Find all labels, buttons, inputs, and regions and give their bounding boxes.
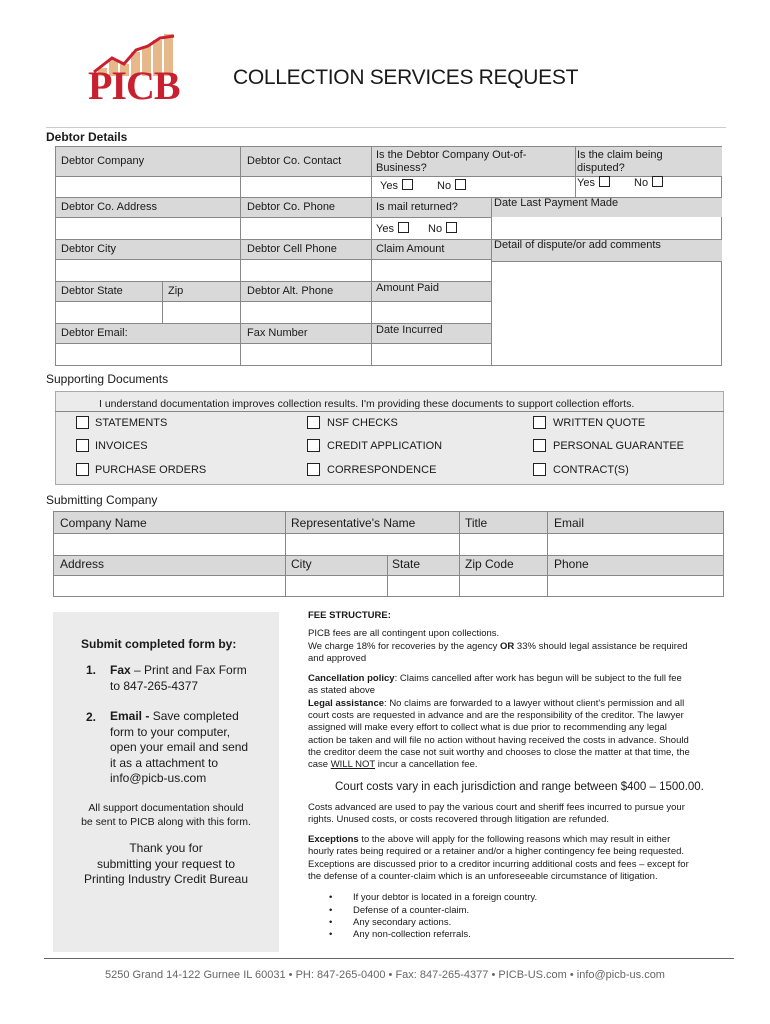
invoices-label: INVOICES	[95, 440, 148, 452]
purchase-orders-checkbox[interactable]	[76, 463, 89, 476]
date-incurred-label: Date Incurred	[376, 324, 443, 336]
fax-step: 1.	[86, 663, 97, 677]
credit-application-label: CREDIT APPLICATION	[327, 440, 443, 452]
fee-structure: FEE STRUCTURE: PICB fees are all contingent upon collections. We charge 18% for recoveries by the agency OR 33% should legal assistance be required and approved Cancellation policy: Claims cancelled after work has begun will be subject to the full fee as stated above Legal assistance: No claims are forwarded to a lawyer without client's permission and all court costs are requested in advance and are the responsibility of the creditor. The lawyer assigned will make every effort to collect what is due prior to recommending any legal action be taken and will file no action without having received the costs in advance. Should the creditor deem the case not suit worthy and chooses to close the matter at that time, the case WILL NOT incur a cancellation fee. Court costs vary in each jurisdiction and range between $400 – 1500.00. Costs advanced are used to pay the various court and sheriff fees incurred to pursue your rights. Unused costs, or costs recovered through litigation are refunded. Exceptions to the above will apply for the following reasons which may result in either hourly rates being required or a retainer and/or a higher contingency fee being requested. Exceptions are discussed prior to a creditor incurring additional costs and fees – except for the defense of a counter-claim which is an unforeseeable circumstance of litigation. • If your debtor is located in a foreign country. • Defense of a counter-claim. • Any secondary actions. • Any non-collection referrals.	[308, 610, 714, 942]
contracts-label: CONTRACT(S)	[553, 464, 629, 476]
correspondence-checkbox[interactable]	[307, 463, 320, 476]
written-quote-label: WRITTEN QUOTE	[553, 417, 646, 429]
footer-divider	[44, 958, 734, 959]
company-name-label: Company Name	[60, 516, 147, 530]
list-item: • If your debtor is located in a foreign country.	[329, 892, 538, 904]
out-of-business-no[interactable]: No	[437, 179, 466, 192]
statements-checkbox[interactable]	[76, 416, 89, 429]
state-label: State	[392, 557, 421, 571]
credit-application-checkbox[interactable]	[307, 439, 320, 452]
supporting-banner: I understand documentation improves collection results. I'm providing these documents to support collection efforts.	[99, 398, 635, 410]
mail-returned-yes-checkbox[interactable]	[398, 222, 409, 233]
submitting-section-title: Submitting Company	[46, 493, 158, 507]
disputed-yes[interactable]: Yes	[577, 176, 610, 189]
correspondence-label: CORRESPONDENCE	[327, 464, 437, 476]
page-title: COLLECTION SERVICES REQUEST	[233, 66, 579, 89]
debtor-section-title: Debtor Details	[46, 130, 128, 144]
contracts-checkbox[interactable]	[533, 463, 546, 476]
list-item: • Defense of a counter-claim.	[329, 904, 470, 916]
thanks-note: Thank you for submitting your request to Printing Industry Credit Bureau	[83, 841, 249, 886]
claim-amount-label: Claim Amount	[376, 243, 445, 255]
statements-label: STATEMENTS	[95, 417, 168, 429]
debtor-zip-label: Zip	[168, 285, 184, 297]
purchase-orders-label: PURCHASE ORDERS	[95, 464, 207, 476]
phone-label: Phone	[554, 557, 589, 571]
email-step-text: Email - Save completed form to your computer, open your email and send it as a attachment to info@picb-us.com	[110, 709, 249, 786]
list-item: • Any non-collection referrals.	[329, 929, 471, 941]
address-label: Address	[60, 557, 105, 571]
instructions-heading: Submit completed form by:	[81, 637, 237, 651]
personal-guarantee-label: PERSONAL GUARANTEE	[553, 440, 685, 452]
zip-code-label: Zip Code	[465, 557, 514, 571]
logo-text: PICB	[88, 63, 180, 108]
title-label: Title	[465, 516, 488, 530]
disputed-yes-checkbox[interactable]	[599, 176, 610, 187]
last-payment-label: Date Last Payment Made	[494, 197, 619, 209]
dispute-detail-label: Detail of dispute/or add comments	[494, 239, 661, 251]
supporting-section-title: Supporting Documents	[46, 372, 169, 386]
debtor-state-label: Debtor State	[61, 285, 123, 297]
email-step: 2.	[86, 710, 97, 724]
fax-step-text: Fax – Print and Fax Form to 847-265-4377	[110, 663, 247, 693]
mail-returned-no-checkbox[interactable]	[446, 222, 457, 233]
debtor-email-label: Debtor Email:	[61, 327, 128, 339]
mail-returned-no[interactable]: No	[428, 222, 457, 235]
nsf-checks-checkbox[interactable]	[307, 416, 320, 429]
rep-name-label: Representative's Name	[291, 516, 416, 530]
supporting-divider	[55, 411, 724, 412]
amount-paid-label: Amount Paid	[376, 282, 439, 294]
out-of-business-no-checkbox[interactable]	[455, 179, 466, 190]
footer-contact: 5250 Grand 14-122 Gurnee IL 60031 • PH: 847-265-0400 • Fax: 847-265-4377 • PICB-US.com • info@picb-us.com	[105, 969, 665, 981]
debtor-city-label: Debtor City	[61, 243, 117, 255]
debtor-phone-label: Debtor Co. Phone	[247, 201, 336, 213]
email-label: Email	[554, 516, 585, 530]
mail-returned-yes[interactable]: Yes	[376, 222, 409, 235]
debtor-alt-phone-label: Debtor Alt. Phone	[247, 285, 334, 297]
disputed-no-checkbox[interactable]	[652, 176, 663, 187]
nsf-checks-label: NSF CHECKS	[327, 417, 398, 429]
debtor-contact-label: Debtor Co. Contact	[247, 155, 342, 167]
header-divider	[46, 127, 726, 128]
fee-heading: FEE STRUCTURE:	[308, 610, 391, 621]
debtor-company-label: Debtor Company	[61, 155, 145, 167]
written-quote-checkbox[interactable]	[533, 416, 546, 429]
out-of-business-yes-checkbox[interactable]	[402, 179, 413, 190]
logo	[84, 32, 184, 106]
debtor-cell-label: Debtor Cell Phone	[247, 243, 337, 255]
exceptions-list	[308, 892, 714, 941]
court-costs: Court costs vary in each jurisdiction and range between $400 – 1500.00.	[335, 780, 704, 793]
debtor-address-label: Debtor Co. Address	[61, 201, 157, 213]
out-of-business-yes[interactable]: Yes	[380, 179, 413, 192]
mail-returned-label: Is mail returned?	[376, 201, 458, 213]
disputed-label: Is the claim being disputed?	[577, 149, 663, 174]
disputed-no[interactable]: No	[634, 176, 663, 189]
personal-guarantee-checkbox[interactable]	[533, 439, 546, 452]
list-item: • Any secondary actions.	[329, 916, 452, 928]
fax-number-label: Fax Number	[247, 327, 308, 339]
invoices-checkbox[interactable]	[76, 439, 89, 452]
support-note: All support documentation should be sent to PICB along with this form.	[81, 802, 251, 828]
out-of-business-label: Is the Debtor Company Out-of-Business?	[376, 149, 527, 174]
city-label: City	[291, 557, 312, 571]
